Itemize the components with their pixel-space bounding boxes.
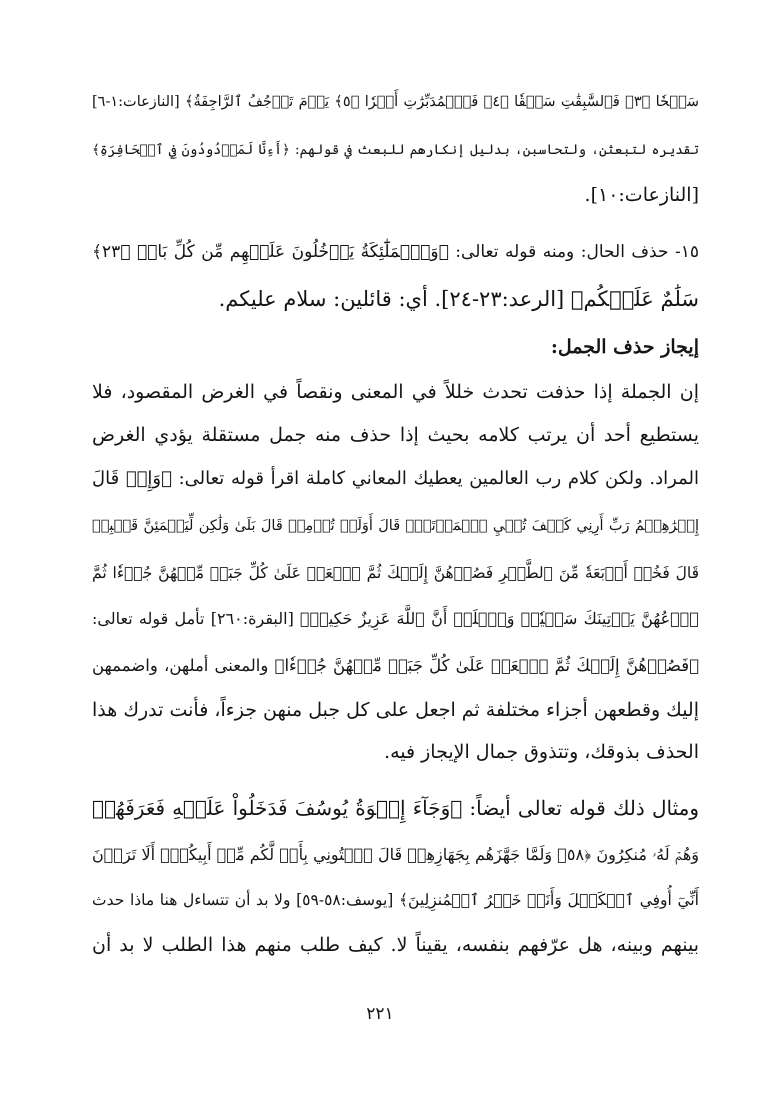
text-line-14: إليك وقطعهن أجزاء مختلفة ثم اجعل على كل جبل منهن جزءاً، فأنت تدرك هذا xyxy=(92,699,699,721)
text-line-2: تقديره لتبعثن، ولتحاسبن، بدليل إنكارهم للبعث في قولهم: ﴿أَءِنَّا لَمَرۡدُودُونَ فِي ٱلۡحَافِرَةِ﴾ xyxy=(92,142,699,158)
text-line-12: ٱدۡعُهُنَّ يَأۡتِينَكَ سَعۡيٗاۚ وَٱعۡلَمۡ أَنَّ ٱللَّهَ عَزِيزٌ حَكِيمٞ﴾ [البقرة:٢٦٠] تأمل قوله تعالى: xyxy=(92,609,699,628)
text-line-7: إن الجملة إذا حذفت تحدث خللاً في المعنى ونقصاً في الغرض المقصود، فلا xyxy=(92,381,699,403)
text-line-3: [النازعات:١٠]. xyxy=(584,184,699,206)
text-line-13: ﴿فَصُرۡهُنَّ إِلَيۡكَ ثُمَّ ٱجۡعَلۡ عَلَىٰ كُلِّ جَبَلٖ مِّنۡهُنَّ جُزۡءٗا﴾ والمعنى أملهن، واضممهن xyxy=(92,656,699,675)
text-line-9: المراد. ولكن كلام رب العالمين يعطيك المعاني كاملة اقرأ قوله تعالى: ﴿وَإِذۡ قَالَ xyxy=(92,468,699,489)
text-line-11: قَالَ فَخُذۡ أَرۡبَعَةٗ مِّنَ ٱلطَّيۡرِ فَصُرۡهُنَّ إِلَيۡكَ ثُمَّ ٱجۡعَلۡ عَلَىٰ كُلِّ جَبَلٖ مِّنۡهُنَّ جُزۡءٗا ثُمَّ xyxy=(92,564,699,582)
text-line-4: ١٥- حذف الحال: ومنه قوله تعالى: ﴿وَٱلۡمَلَٰٓئِكَةُ يَدۡخُلُونَ عَلَيۡهِم مِّن كُلِّ بَابٖ ﴿٢٣﴾ xyxy=(92,242,699,262)
text-line-17: وَهُمۡ لَهُۥ مُنكِرُونَ ﴿٥٨﴾ وَلَمَّا جَهَّزَهُم بِجَهَازِهِمۡ قَالَ ٱئۡتُونِي بِأَخٖ لَّكُم مِّنۡ أَبِيكُمۡۚ أَلَا تَرَوۡنَ xyxy=(92,845,699,864)
section-heading: إيجاز حذف الجمل: xyxy=(550,336,699,358)
page-number: ٢٢١ xyxy=(366,1004,394,1024)
text-line-15: الحذف بذوقك، وتتذوق جمال الإيجاز فيه. xyxy=(384,741,699,763)
text-line-5: سَلَٰمٌ عَلَيۡكُم﴾ [الرعد:٢٣-٢٤]. أي: قائلين: سلام عليكم. xyxy=(218,287,699,311)
text-line-1: سَبۡحٗا ﴿٣﴾ فَٱلسَّٰبِقَٰتِ سَبۡقٗا ﴿٤﴾ فَٱلۡمُدَبِّرَٰتِ أَمۡرٗا ﴿٥﴾ يَوۡمَ تَرۡجُفُ ٱلرَّاجِفَةُ﴾ [النازعات:١-٦] xyxy=(92,94,699,110)
text-line-8: يستطيع أحد أن يرتب كلامه بحيث إذا حذف منه جمل مستقلة يؤدي الغرض xyxy=(92,424,699,446)
text-line-16: ومثال ذلك قوله تعالى أيضاً: ﴿وَجَآءَ إِخۡوَةُ يُوسُفَ فَدَخَلُواْ عَلَيۡهِ فَعَرَفَهُمۡ xyxy=(92,796,699,820)
text-line-18: أَنِّيٓ أُوفِي ٱلۡكَيۡلَ وَأَنَا۠ خَيۡرُ ٱلۡمُنزِلِينَ﴾ [يوسف:٥٨-٥٩] ولا بد أن تتساءل هنا ماذا حدث xyxy=(92,891,699,909)
text-line-10: إِبۡرَٰهِـۧمُ رَبِّ أَرِنِي كَيۡفَ تُحۡيِ ٱلۡمَوۡتَىٰۖ قَالَ أَوَلَمۡ تُؤۡمِنۖ قَالَ بَلَىٰ وَلَٰكِن لِّيَطۡمَئِنَّ قَلۡبِيۖ xyxy=(92,518,699,534)
text-line-19: بينهم وبينه، هل عرّفهم بنفسه، يقيناً لا. كيف طلب منهم هذا الطلب لا بد أن xyxy=(92,934,699,956)
